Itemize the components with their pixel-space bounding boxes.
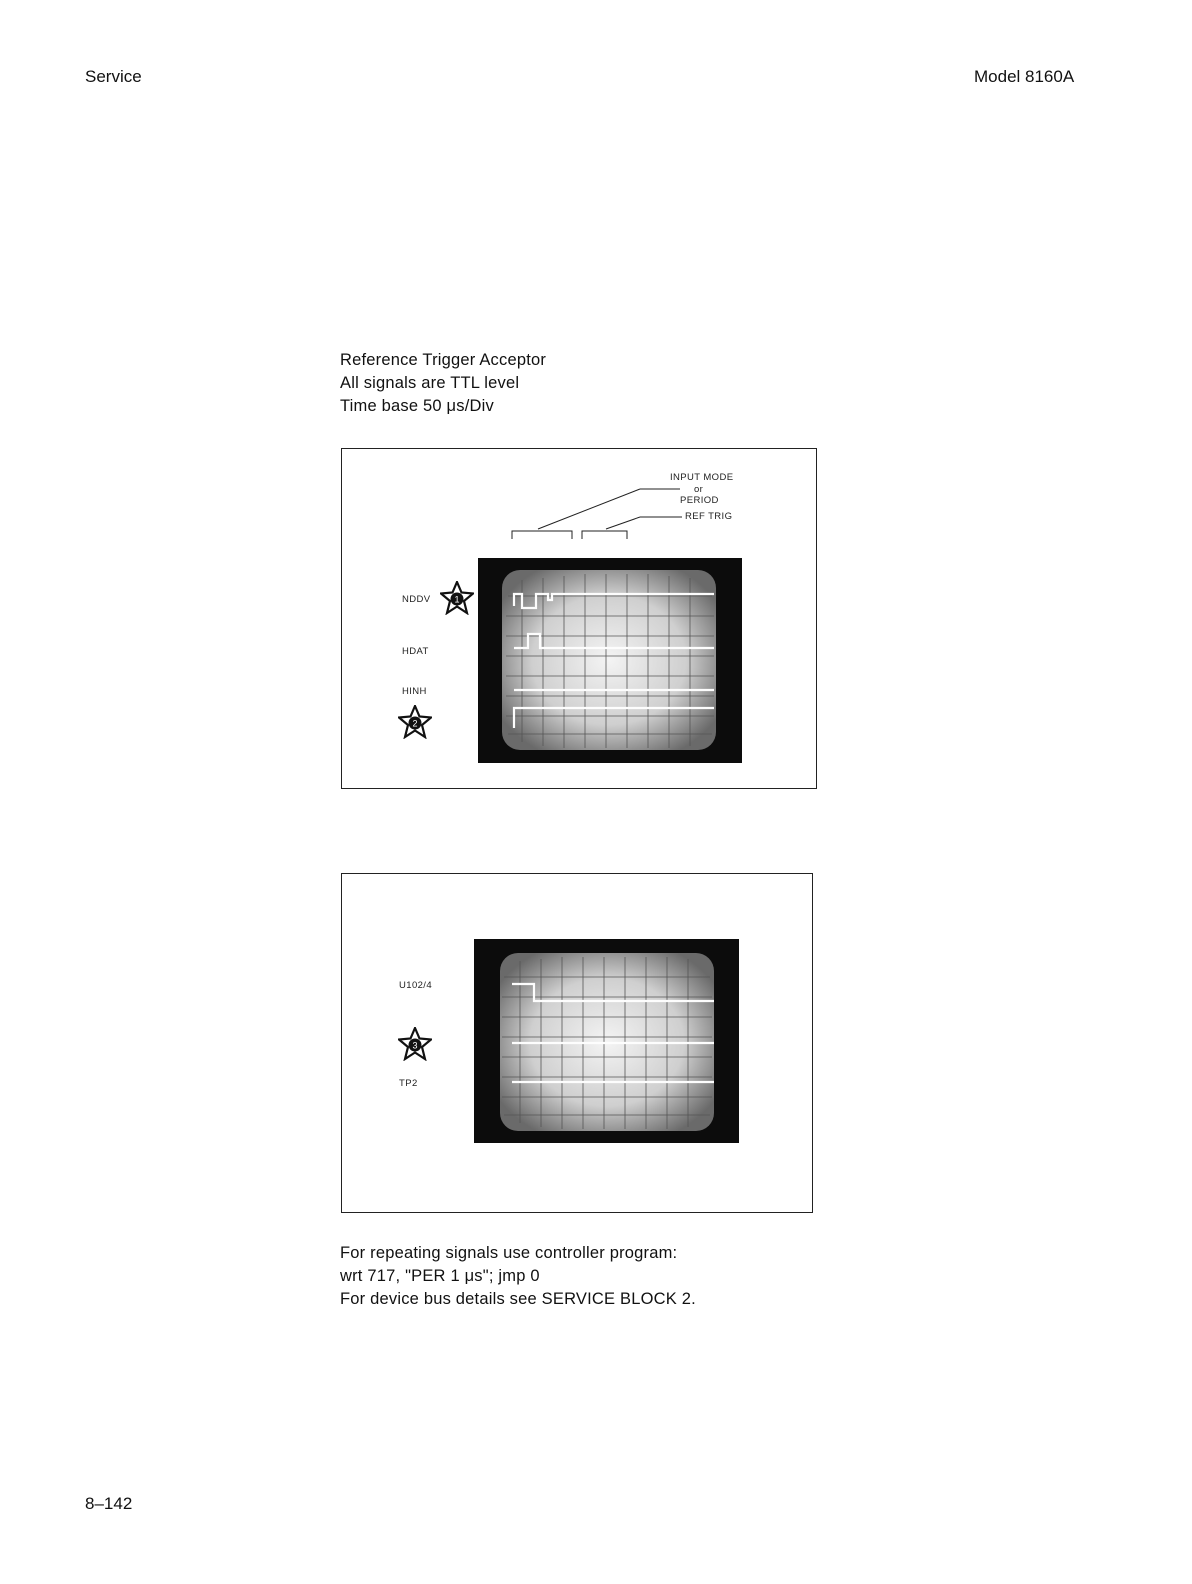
scope-screen-2 bbox=[474, 939, 739, 1143]
callout-input-mode: INPUT MODE bbox=[670, 472, 734, 483]
label-tp2: TP2 bbox=[399, 1078, 418, 1089]
header-section: Service bbox=[85, 67, 142, 86]
marker-1-number: 1 bbox=[454, 594, 460, 605]
intro-time-base: Time base 50 μs/Div bbox=[340, 397, 494, 415]
program-note-intro: For repeating signals use controller program: bbox=[340, 1244, 678, 1262]
star-marker-2-icon bbox=[398, 705, 432, 739]
intro-title: Reference Trigger Acceptor bbox=[340, 351, 547, 369]
star-marker-1-icon bbox=[440, 581, 474, 615]
program-note-bus-ref: For device bus details see SERVICE BLOCK 2. bbox=[340, 1290, 696, 1308]
callout-leader-lines bbox=[342, 449, 816, 559]
intro-signal-level: All signals are TTL level bbox=[340, 374, 520, 392]
label-nddv: NDDV bbox=[402, 594, 431, 605]
intro-block bbox=[340, 349, 546, 418]
oscilloscope-photo-1 bbox=[478, 558, 742, 763]
star-marker-3-icon bbox=[398, 1027, 432, 1061]
callout-or: or bbox=[694, 484, 704, 495]
program-note-code: wrt 717, "PER 1 μs"; jmp 0 bbox=[340, 1267, 540, 1285]
label-hdat: HDAT bbox=[402, 646, 429, 657]
marker-2-number: 2 bbox=[412, 718, 418, 729]
header-model: Model 8160A bbox=[974, 67, 1075, 86]
label-hinh: HINH bbox=[402, 686, 427, 697]
callout-period: PERIOD bbox=[680, 495, 719, 506]
marker-3-number: 3 bbox=[412, 1040, 418, 1051]
oscilloscope-photo-2 bbox=[474, 939, 739, 1143]
program-note-block bbox=[340, 1242, 696, 1311]
label-u102: U102/4 bbox=[399, 980, 433, 991]
callout-ref-trig: REF TRIG bbox=[685, 511, 733, 522]
scope-screen-1 bbox=[478, 558, 742, 763]
figure-2-frame bbox=[341, 873, 813, 1213]
page-number: 8–142 bbox=[85, 1494, 133, 1513]
figure-1-frame bbox=[341, 448, 817, 789]
